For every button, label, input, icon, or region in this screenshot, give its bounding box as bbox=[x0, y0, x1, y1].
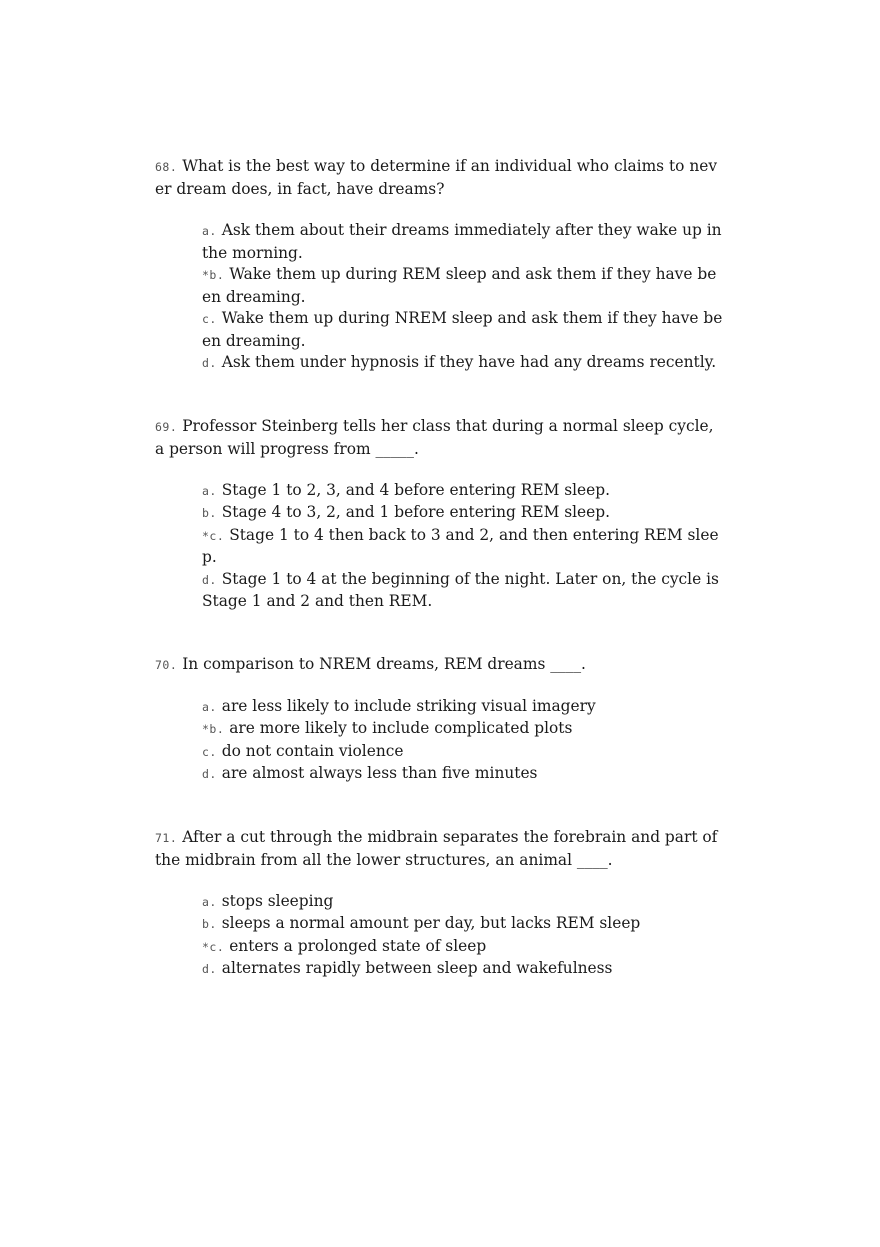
answer-choice-b bbox=[202, 502, 725, 525]
choice-text: Wake them up during REM sleep and ask them if they have been dreaming. bbox=[202, 265, 717, 306]
choice-letter: a. bbox=[202, 224, 217, 238]
choice-text: sleeps a normal amount per day, but lacks REM sleep bbox=[221, 914, 641, 932]
answer-choice-d bbox=[202, 569, 725, 613]
choice-text: do not contain violence bbox=[221, 741, 404, 760]
answer-choice-d bbox=[202, 958, 725, 981]
answer-choice-a bbox=[202, 220, 725, 264]
choice-letter: *b. bbox=[202, 722, 225, 736]
choice-letter: d. bbox=[202, 572, 217, 587]
choice-letter: c. bbox=[202, 312, 217, 326]
choice-letter: b. bbox=[202, 506, 217, 520]
question-text: What is the best way to determine if an individual who claims to never dream does, in fact, have dreams? bbox=[155, 157, 718, 198]
answer-choice-c bbox=[202, 308, 725, 352]
choice-letter: b. bbox=[202, 917, 217, 931]
choice-letter: *c. bbox=[202, 528, 225, 543]
choice-letter: *c. bbox=[202, 939, 225, 954]
question-68 bbox=[155, 155, 725, 375]
question-number: 70. bbox=[155, 657, 178, 672]
question-71 bbox=[155, 826, 725, 981]
answer-choice-c bbox=[202, 525, 725, 569]
answer-choice-d bbox=[202, 352, 725, 375]
question-text: After a cut through the midbrain separates the forebrain and part of the midbrain from all the lower structures, an animal ____. bbox=[155, 827, 718, 869]
choice-text: are less likely to include striking visual imagery bbox=[221, 696, 596, 715]
choice-letter: a. bbox=[202, 699, 217, 714]
question-69 bbox=[155, 415, 725, 613]
question-number: 68. bbox=[155, 160, 178, 174]
choice-text: Stage 4 to 3, 2, and 1 before entering REM sleep. bbox=[221, 503, 611, 521]
answer-choice-a bbox=[202, 891, 725, 914]
choice-letter: *b. bbox=[202, 268, 225, 282]
answer-choices bbox=[155, 480, 725, 613]
answer-choices bbox=[155, 220, 725, 375]
choice-text: Stage 1 to 4 at the beginning of the night. Later on, the cycle is Stage 1 and 2 and then REM. bbox=[202, 569, 719, 610]
choice-letter: d. bbox=[202, 356, 217, 370]
choice-text: stops sleeping bbox=[221, 891, 334, 910]
answer-choices bbox=[155, 891, 725, 981]
question-stem bbox=[155, 653, 725, 676]
choice-letter: c. bbox=[202, 744, 217, 759]
question-number: 71. bbox=[155, 830, 178, 845]
choice-text: Ask them about their dreams immediately after they wake up in the morning. bbox=[202, 221, 722, 262]
choice-letter: a. bbox=[202, 894, 217, 909]
answer-choices bbox=[155, 696, 725, 786]
answer-choice-b bbox=[202, 718, 725, 741]
answer-choice-a bbox=[202, 696, 725, 719]
choice-text: Ask them under hypnosis if they have had any dreams recently. bbox=[221, 353, 717, 371]
question-stem bbox=[155, 826, 725, 871]
choice-letter: d. bbox=[202, 767, 217, 781]
choice-text: Stage 1 to 2, 3, and 4 before entering REM sleep. bbox=[221, 480, 611, 499]
question-stem bbox=[155, 155, 725, 200]
answer-choice-b bbox=[202, 913, 725, 936]
question-stem bbox=[155, 415, 725, 460]
document-page bbox=[155, 155, 725, 981]
choice-letter: d. bbox=[202, 962, 217, 976]
answer-choice-a bbox=[202, 480, 725, 503]
question-70 bbox=[155, 653, 725, 786]
question-number: 69. bbox=[155, 419, 178, 434]
answer-choice-c bbox=[202, 741, 725, 764]
question-text: Professor Steinberg tells her class that during a normal sleep cycle, a person will progress from _____. bbox=[155, 416, 714, 458]
choice-text: Stage 1 to 4 then back to 3 and 2, and then entering REM sleep. bbox=[202, 525, 719, 566]
choice-text: Wake them up during NREM sleep and ask them if they have been dreaming. bbox=[202, 309, 723, 350]
question-text: In comparison to NREM dreams, REM dreams ____. bbox=[182, 654, 586, 673]
choice-text: enters a prolonged state of sleep bbox=[229, 936, 487, 955]
choice-text: are more likely to include complicated plots bbox=[229, 719, 573, 737]
choice-text: alternates rapidly between sleep and wakefulness bbox=[221, 959, 613, 977]
answer-choice-d bbox=[202, 763, 725, 786]
answer-choice-b bbox=[202, 264, 725, 308]
choice-letter: a. bbox=[202, 483, 217, 498]
answer-choice-c bbox=[202, 936, 725, 959]
choice-text: are almost always less than five minutes bbox=[221, 764, 538, 782]
